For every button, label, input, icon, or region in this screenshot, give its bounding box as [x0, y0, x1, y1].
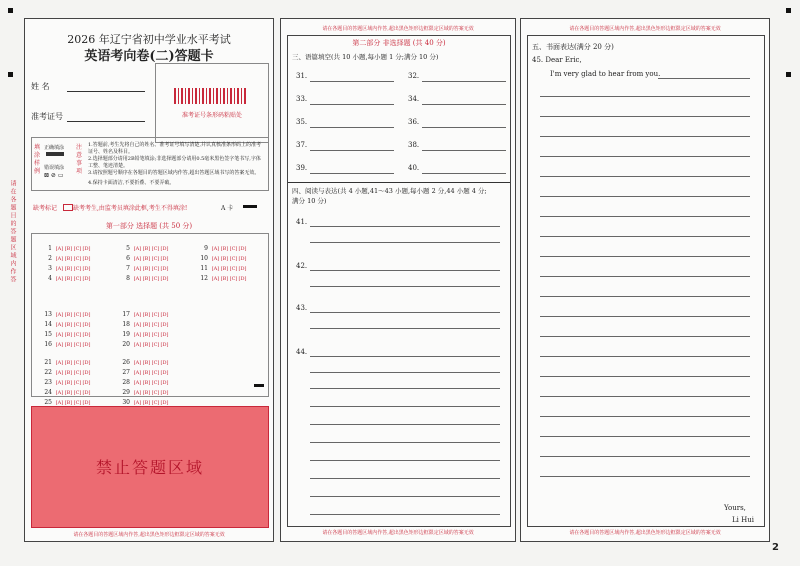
note-item: 1.答题前,考生先将自己的姓名、准考证号填写清楚,并认真核准条形码上的准考证号、姓名及科目。	[88, 142, 261, 155]
attention-title: 注意事项	[76, 144, 83, 175]
forbidden-zone	[31, 406, 269, 528]
fill-answer-line[interactable]	[310, 81, 394, 82]
id-label: 准考证号	[31, 112, 63, 121]
answer-bubble[interactable]: [C]	[73, 380, 82, 386]
question-number: 1	[48, 245, 52, 252]
question-number: 27	[122, 369, 130, 376]
mcq-question	[196, 264, 247, 273]
question-number: 26	[122, 359, 130, 366]
question-number: 5	[126, 245, 130, 252]
answer-bubble[interactable]: [C]	[151, 390, 160, 396]
letter-signature: Li Hui	[732, 516, 754, 524]
answer-bubble[interactable]: [C]	[151, 266, 160, 272]
mcq-question	[40, 388, 91, 397]
answer-bubble[interactable]: [A]	[211, 276, 220, 282]
answer-line[interactable]	[310, 312, 500, 313]
answer-bubble[interactable]: [D]	[82, 256, 91, 262]
answer-line[interactable]	[310, 496, 500, 497]
answer-bubble[interactable]: [B]	[64, 380, 73, 386]
answer-bubble[interactable]: [D]	[82, 312, 91, 318]
answer-bubble[interactable]: [D]	[82, 370, 91, 376]
short-answer-number: 43.	[296, 304, 308, 312]
answer-bubble[interactable]: [B]	[142, 246, 151, 252]
fill-answer-line[interactable]	[310, 173, 394, 174]
mcq-question	[40, 378, 91, 387]
answer-bubble[interactable]: [C]	[151, 246, 160, 252]
part5-box	[527, 35, 765, 527]
mcq-question	[118, 388, 169, 397]
answer-bubble[interactable]: [C]	[151, 360, 160, 366]
answer-bubble[interactable]: [A]	[55, 360, 64, 366]
answer-bubble[interactable]: [C]	[73, 256, 82, 262]
part2-box	[287, 35, 511, 527]
answer-bubble[interactable]: [A]	[133, 342, 142, 348]
answer-bubble[interactable]: [A]	[55, 370, 64, 376]
fill-question-number: 39.	[296, 164, 308, 172]
name-label: 姓 名	[31, 82, 50, 91]
answer-bubble[interactable]: [D]	[160, 390, 169, 396]
answer-line[interactable]	[310, 514, 500, 515]
mcq-question	[196, 244, 247, 253]
answer-bubble[interactable]: [B]	[64, 312, 73, 318]
answer-bubble[interactable]: [C]	[151, 380, 160, 386]
correct-sample	[46, 152, 64, 156]
footer-note: 请在各题目的答题区域内作答,超出黑色矩形边框限定区域的答案无效	[569, 26, 721, 32]
answer-line[interactable]	[540, 436, 750, 437]
mcq-question	[118, 254, 169, 263]
answer-bubble[interactable]: [D]	[82, 332, 91, 338]
middle-panel	[280, 18, 516, 542]
mcq-question	[118, 340, 169, 349]
question-number: 21	[44, 359, 52, 366]
answer-bubble[interactable]: [A]	[133, 322, 142, 328]
answer-line[interactable]	[310, 372, 500, 373]
answer-line[interactable]	[540, 256, 750, 257]
fill-answer-line[interactable]	[310, 104, 394, 105]
answer-bubble[interactable]: [C]	[73, 360, 82, 366]
mcq-question	[118, 330, 169, 339]
right-panel	[520, 18, 770, 542]
answer-line[interactable]	[540, 216, 750, 217]
section4-title-2: 满分 10 分)	[292, 197, 327, 205]
answer-line[interactable]	[310, 388, 500, 389]
question-number: 20	[122, 341, 130, 348]
answer-bubble[interactable]: [B]	[64, 246, 73, 252]
answer-line[interactable]	[540, 396, 750, 397]
answer-bubble[interactable]: [C]	[151, 370, 160, 376]
question-number: 23	[44, 379, 52, 386]
barcode-area	[155, 63, 269, 143]
answer-bubble[interactable]: [C]	[229, 276, 238, 282]
question-number: 30	[122, 399, 130, 406]
note-item: 3.请按照题号顺序在各题目的答题区域内作答,超出答题区域书写的答案无效。	[88, 170, 260, 176]
sample-title: 填涂样例	[34, 144, 41, 175]
answer-bubble[interactable]: [D]	[160, 400, 169, 406]
absent-label: 缺考标记	[33, 205, 58, 212]
answer-bubble[interactable]: [B]	[142, 360, 151, 366]
answer-bubble[interactable]: [A]	[133, 370, 142, 376]
answer-line[interactable]	[310, 406, 500, 407]
answer-bubble[interactable]: [A]	[55, 276, 64, 282]
answer-bubble[interactable]: [D]	[238, 266, 247, 272]
answer-bubble[interactable]: [D]	[82, 400, 91, 406]
answer-bubble[interactable]: [B]	[220, 276, 229, 282]
answer-bubble[interactable]: [B]	[64, 332, 73, 338]
side-text: 请在各题目的答题区域内作答	[9, 180, 16, 284]
answer-line[interactable]	[540, 376, 750, 377]
answer-bubble[interactable]: [B]	[142, 256, 151, 262]
mcq-question	[40, 320, 91, 329]
answer-bubble[interactable]: [C]	[151, 400, 160, 406]
question-number: 8	[126, 275, 130, 282]
answer-bubble[interactable]: [B]	[142, 312, 151, 318]
answer-bubble[interactable]: [A]	[133, 400, 142, 406]
barcode-caption: 准考证号条形码粘贴处	[181, 112, 242, 119]
part1-title: 第一部分 选择题 (共 50 分)	[105, 222, 193, 230]
mcq-question	[40, 368, 91, 377]
answer-line[interactable]	[540, 336, 750, 337]
divider	[288, 182, 510, 183]
answer-bubble[interactable]: [D]	[160, 360, 169, 366]
mcq-question	[40, 330, 91, 339]
answer-line[interactable]	[540, 316, 750, 317]
exam-title: 2026 年辽宁省初中学业水平考试	[67, 33, 231, 46]
short-answer-number: 44.	[296, 348, 308, 356]
card-title: 英语考向卷(二)答题卡	[84, 49, 214, 64]
question-number: 14	[44, 321, 52, 328]
answer-bubble[interactable]: [A]	[55, 322, 64, 328]
answer-bubble[interactable]: [D]	[238, 276, 247, 282]
answer-bubble[interactable]: [B]	[142, 322, 151, 328]
short-answer-number: 41.	[296, 218, 308, 226]
timing-mark	[254, 384, 264, 387]
mcq-question	[118, 274, 169, 283]
answer-bubble[interactable]: [C]	[73, 342, 82, 348]
answer-bubble[interactable]: [D]	[160, 266, 169, 272]
answer-bubble[interactable]: [D]	[82, 360, 91, 366]
answer-bubble[interactable]: [B]	[142, 332, 151, 338]
answer-bubble[interactable]: [D]	[82, 276, 91, 282]
fill-answer-line[interactable]	[422, 104, 506, 105]
answer-bubble[interactable]: [D]	[82, 266, 91, 272]
answer-bubble[interactable]: [A]	[55, 342, 64, 348]
answer-bubble[interactable]: [D]	[238, 256, 247, 262]
answer-bubble[interactable]: [D]	[160, 332, 169, 338]
answer-bubble[interactable]: [A]	[133, 312, 142, 318]
answer-bubble[interactable]: [A]	[211, 266, 220, 272]
answer-bubble[interactable]: [A]	[55, 400, 64, 406]
answer-line[interactable]	[310, 328, 500, 329]
page-marker: A 卡	[221, 205, 234, 212]
fill-answer-line[interactable]	[422, 150, 506, 151]
answer-bubble[interactable]: [C]	[151, 342, 160, 348]
answer-bubble[interactable]: [D]	[82, 380, 91, 386]
question-number: 4	[48, 275, 52, 282]
answer-line[interactable]	[310, 356, 500, 357]
mcq-question	[118, 310, 169, 319]
question-number: 24	[44, 389, 52, 396]
mcq-question	[118, 244, 169, 253]
answer-bubble[interactable]: [B]	[64, 342, 73, 348]
answer-bubble[interactable]: [A]	[55, 246, 64, 252]
answer-bubble[interactable]: [A]	[133, 332, 142, 338]
answer-bubble[interactable]: [C]	[73, 246, 82, 252]
answer-bubble[interactable]: [C]	[151, 312, 160, 318]
answer-bubble[interactable]: [A]	[55, 380, 64, 386]
mcq-question	[40, 340, 91, 349]
answer-bubble[interactable]: [D]	[82, 390, 91, 396]
registration-mark	[786, 72, 791, 77]
wrong-sample: ⊠ ⊘ ▭	[44, 172, 64, 179]
mcq-question	[40, 264, 91, 273]
mcq-question	[40, 310, 91, 319]
answer-bubble[interactable]: [D]	[160, 380, 169, 386]
section3-title: 三、语篇填空(共 10 小题,每小题 1 分;满分 10 分)	[292, 53, 439, 61]
answer-line[interactable]	[540, 136, 750, 137]
answer-bubble[interactable]: [C]	[73, 370, 82, 376]
answer-bubble[interactable]: [C]	[229, 246, 238, 252]
fill-answer-line[interactable]	[422, 127, 506, 128]
mcq-question	[118, 378, 169, 387]
answer-line[interactable]	[310, 478, 500, 479]
fill-answer-line[interactable]	[310, 150, 394, 151]
question-number: 7	[126, 265, 130, 272]
page-number: 2	[772, 542, 779, 553]
answer-bubble[interactable]: [A]	[55, 332, 64, 338]
answer-line[interactable]	[540, 176, 750, 177]
fill-question-number: 34.	[408, 95, 420, 103]
answer-bubble[interactable]: [C]	[151, 276, 160, 282]
answer-line[interactable]	[540, 116, 750, 117]
answer-bubble[interactable]: [B]	[220, 246, 229, 252]
answer-bubble[interactable]: [B]	[64, 360, 73, 366]
answer-bubble[interactable]: [B]	[142, 342, 151, 348]
question-number: 25	[44, 399, 52, 406]
name-field[interactable]	[67, 91, 145, 92]
answer-bubble[interactable]: [D]	[82, 342, 91, 348]
mcq-question	[40, 358, 91, 367]
answer-bubble[interactable]: [C]	[151, 322, 160, 328]
registration-mark	[786, 8, 791, 13]
question-number: 17	[122, 311, 130, 318]
answer-line[interactable]	[540, 456, 750, 457]
answer-bubble[interactable]: [B]	[64, 400, 73, 406]
answer-line[interactable]	[310, 242, 500, 243]
answer-line[interactable]	[540, 156, 750, 157]
barcode-icon	[174, 88, 246, 104]
letter-opening: I'm very glad to hear from you.	[550, 70, 661, 78]
answer-line[interactable]	[540, 236, 750, 237]
fill-question-number: 33.	[296, 95, 308, 103]
fill-question-number: 31.	[296, 72, 308, 80]
question-number: 2	[48, 255, 52, 262]
wrong-label: 错误填涂	[44, 165, 65, 171]
answer-bubble[interactable]: [B]	[220, 256, 229, 262]
answer-bubble[interactable]: [D]	[238, 246, 247, 252]
registration-mark	[8, 72, 13, 77]
forbidden-text: 禁止答题区域	[95, 458, 204, 477]
section4-title: 四、阅读与表达(共 4 小题,41～43 小题,每小题 2 分,44 小题 4 分;	[292, 187, 487, 195]
part2-title: 第二部分 非选择题 (共 40 分)	[352, 39, 446, 47]
absent-checkbox[interactable]	[63, 204, 73, 211]
answer-bubble[interactable]: [A]	[211, 246, 220, 252]
answer-bubble[interactable]: [C]	[229, 266, 238, 272]
answer-line[interactable]	[540, 276, 750, 277]
answer-bubble[interactable]: [D]	[82, 246, 91, 252]
mcq-question	[40, 254, 91, 263]
answer-bubble[interactable]: [B]	[142, 380, 151, 386]
fill-answer-line[interactable]	[310, 127, 394, 128]
letter-closing: Yours,	[724, 504, 746, 512]
fill-question-number: 38.	[408, 141, 420, 149]
question-number: 15	[44, 331, 52, 338]
notes-box	[31, 137, 269, 191]
answer-bubble[interactable]: [B]	[220, 266, 229, 272]
footer-note: 请在各题目的答题区域内作答,超出黑色矩形边框限定区域的答案无效	[569, 530, 721, 536]
answer-bubble[interactable]: [C]	[73, 400, 82, 406]
question-number: 22	[44, 369, 52, 376]
answer-line[interactable]	[540, 96, 750, 97]
answer-bubble[interactable]: [D]	[82, 322, 91, 328]
footer-note: 请在各题目的答题区域内作答,超出黑色矩形边框限定区域的答案无效	[322, 26, 474, 32]
mcq-question	[40, 274, 91, 283]
fill-question-number: 37.	[296, 141, 308, 149]
question-number: 13	[44, 311, 52, 318]
note-item: 2.选择题部分请用2B铅笔填涂;非选择题部分请用0.5毫米黑色签字笔书写,字体工整、笔迹清楚。	[88, 156, 261, 169]
absent-text: 缺考考生,由监考员填涂此框,考生不得填涂!	[73, 205, 188, 212]
answer-bubble[interactable]: [C]	[73, 276, 82, 282]
fill-answer-line[interactable]	[422, 81, 506, 82]
answer-bubble[interactable]: [A]	[55, 390, 64, 396]
question-number: 9	[204, 245, 208, 252]
answer-bubble[interactable]: [B]	[142, 370, 151, 376]
note-item: 4.保持卡面清洁,不要折叠、不要弄破。	[88, 180, 175, 186]
answer-bubble[interactable]: [B]	[142, 276, 151, 282]
question-number: 16	[44, 341, 52, 348]
answer-bubble[interactable]: [B]	[142, 400, 151, 406]
answer-bubble[interactable]: [A]	[133, 266, 142, 272]
answer-line[interactable]	[658, 78, 750, 79]
answer-bubble[interactable]: [A]	[133, 256, 142, 262]
answer-bubble[interactable]: [B]	[64, 390, 73, 396]
question-number: 18	[122, 321, 130, 328]
answer-bubble[interactable]: [A]	[133, 380, 142, 386]
answer-bubble[interactable]: [C]	[229, 256, 238, 262]
answer-bubble[interactable]: [B]	[64, 322, 73, 328]
answer-bubble[interactable]: [A]	[133, 246, 142, 252]
id-field[interactable]	[67, 121, 145, 122]
answer-bubble[interactable]: [A]	[55, 266, 64, 272]
fill-question-number: 35.	[296, 118, 308, 126]
answer-bubble[interactable]: [D]	[160, 370, 169, 376]
part5-title: 五、书面表达(满分 20 分)	[532, 43, 614, 51]
answer-bubble[interactable]: [C]	[151, 256, 160, 262]
question-number: 29	[122, 389, 130, 396]
answer-bubble[interactable]: [C]	[73, 322, 82, 328]
answer-bubble[interactable]: [D]	[160, 276, 169, 282]
answer-line[interactable]	[540, 416, 750, 417]
answer-line[interactable]	[310, 286, 500, 287]
answer-bubble[interactable]: [B]	[142, 266, 151, 272]
mcq-question	[118, 264, 169, 273]
answer-bubble[interactable]: [A]	[133, 360, 142, 366]
answer-line[interactable]	[310, 226, 500, 227]
mcq-question	[118, 320, 169, 329]
mcq-question	[118, 358, 169, 367]
mcq-question	[196, 274, 247, 283]
answer-bubble[interactable]: [C]	[73, 266, 82, 272]
question-number: 10	[200, 255, 208, 262]
question-number: 12	[200, 275, 208, 282]
question-number: 19	[122, 331, 130, 338]
marker-block	[243, 205, 257, 208]
answer-bubble[interactable]: [B]	[64, 370, 73, 376]
answer-line[interactable]	[310, 460, 500, 461]
answer-line[interactable]	[310, 424, 500, 425]
answer-bubble[interactable]: [C]	[73, 312, 82, 318]
question-number: 28	[122, 379, 130, 386]
answer-bubble[interactable]: [B]	[64, 256, 73, 262]
mcq-grid	[31, 233, 269, 406]
answer-bubble[interactable]: [A]	[133, 390, 142, 396]
answer-bubble[interactable]: [A]	[211, 256, 220, 262]
answer-line[interactable]	[540, 296, 750, 297]
answer-bubble[interactable]: [D]	[160, 246, 169, 252]
answer-bubble[interactable]: [A]	[55, 256, 64, 262]
answer-line[interactable]	[540, 196, 750, 197]
q45-greeting: 45. Dear Eric,	[532, 56, 582, 64]
answer-bubble[interactable]: [A]	[133, 276, 142, 282]
answer-bubble[interactable]: [B]	[142, 390, 151, 396]
correct-label: 正确填涂	[44, 145, 65, 151]
fill-question-number: 32.	[408, 72, 420, 80]
short-answer-number: 42.	[296, 262, 308, 270]
answer-bubble[interactable]: [C]	[73, 332, 82, 338]
footer-note: 请在各题目的答题区域内作答,超出黑色矩形边框限定区域的答案无效	[73, 532, 225, 538]
footer-note: 请在各题目的答题区域内作答,超出黑色矩形边框限定区域的答案无效	[322, 530, 474, 536]
answer-bubble[interactable]: [A]	[55, 312, 64, 318]
question-number: 6	[126, 255, 130, 262]
fill-question-number: 40.	[408, 164, 420, 172]
fill-answer-line[interactable]	[422, 173, 506, 174]
answer-bubble[interactable]: [B]	[64, 276, 73, 282]
fill-question-number: 36.	[408, 118, 420, 126]
mcq-question	[40, 244, 91, 253]
answer-line[interactable]	[540, 476, 750, 477]
answer-line[interactable]	[310, 270, 500, 271]
answer-bubble[interactable]: [B]	[64, 266, 73, 272]
answer-bubble[interactable]: [C]	[151, 332, 160, 338]
left-panel	[24, 18, 274, 542]
answer-bubble[interactable]: [D]	[160, 342, 169, 348]
answer-line[interactable]	[310, 442, 500, 443]
question-number: 11	[200, 265, 208, 272]
mcq-question	[196, 254, 247, 263]
answer-line[interactable]	[540, 356, 750, 357]
registration-mark	[8, 8, 13, 13]
mcq-question	[118, 368, 169, 377]
answer-bubble[interactable]: [D]	[160, 256, 169, 262]
answer-bubble[interactable]: [D]	[160, 312, 169, 318]
question-number: 3	[48, 265, 52, 272]
answer-bubble[interactable]: [D]	[160, 322, 169, 328]
answer-bubble[interactable]: [C]	[73, 390, 82, 396]
